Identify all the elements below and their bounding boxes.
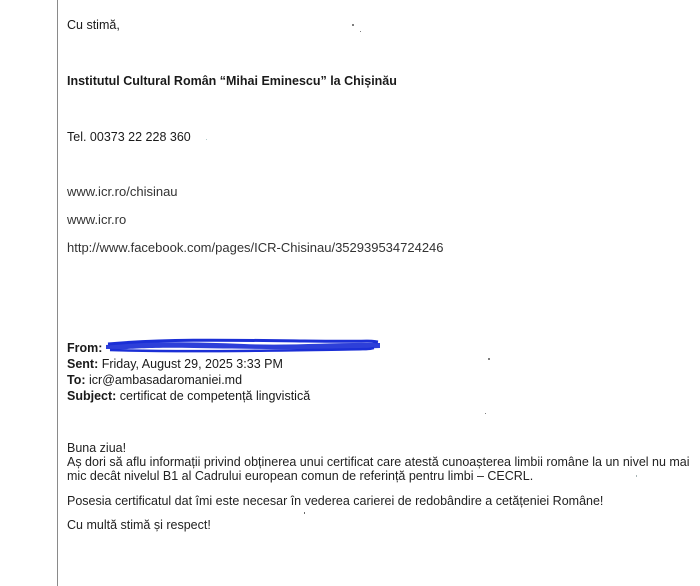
scan-speck bbox=[352, 24, 354, 26]
message-line-3: Posesia certificatul dat îmi este necesar în vederea carierei de redobândire a cetățeniei Române! bbox=[67, 494, 604, 508]
closing-salutation: Cu stimă, bbox=[67, 18, 120, 32]
to-label: To: bbox=[67, 373, 86, 387]
institution-name: Institutul Cultural Român “Mihai Eminescu” la Chișinău bbox=[67, 74, 397, 88]
website-link-chisinau[interactable]: www.icr.ro/chisinau bbox=[67, 184, 178, 199]
scan-speck bbox=[206, 139, 207, 140]
subject-label: Subject: bbox=[67, 389, 117, 403]
phone-number: Tel. 00373 22 228 360 bbox=[67, 130, 191, 144]
greeting: Buna ziua! bbox=[67, 441, 127, 455]
facebook-link[interactable]: http://www.facebook.com/pages/ICR-Chisinau/352939534724246 bbox=[67, 240, 444, 255]
subject-row bbox=[67, 389, 310, 403]
scan-speck bbox=[488, 358, 490, 360]
scan-speck bbox=[485, 413, 486, 414]
message-closing: Cu multă stimă și respect! bbox=[67, 518, 211, 532]
redaction-scribble bbox=[104, 336, 382, 355]
sent-label: Sent: bbox=[67, 357, 99, 371]
website-link-icr[interactable]: www.icr.ro bbox=[67, 212, 127, 227]
from-label: From: bbox=[67, 341, 103, 355]
sent-value: Friday, August 29, 2025 3:33 PM bbox=[101, 357, 283, 371]
subject-value: certificat de competență lingvistică bbox=[119, 389, 311, 403]
left-margin-line bbox=[57, 0, 58, 586]
to-value: icr@ambasadaromaniei.md bbox=[89, 373, 243, 387]
message-line-2: mic decât nivelul B1 al Cadrului european comun de referință pentru limbi – CECRL. bbox=[67, 469, 534, 483]
scan-speck bbox=[636, 475, 637, 477]
scan-speck bbox=[304, 512, 305, 514]
sent-row bbox=[67, 357, 283, 371]
scan-speck bbox=[360, 31, 361, 32]
to-row bbox=[67, 373, 242, 387]
message-line-1: Aș dori să aflu informații privind obținerea unui certificat care atestă cunoașterea limbii române la un nivel nu mai bbox=[67, 455, 690, 469]
